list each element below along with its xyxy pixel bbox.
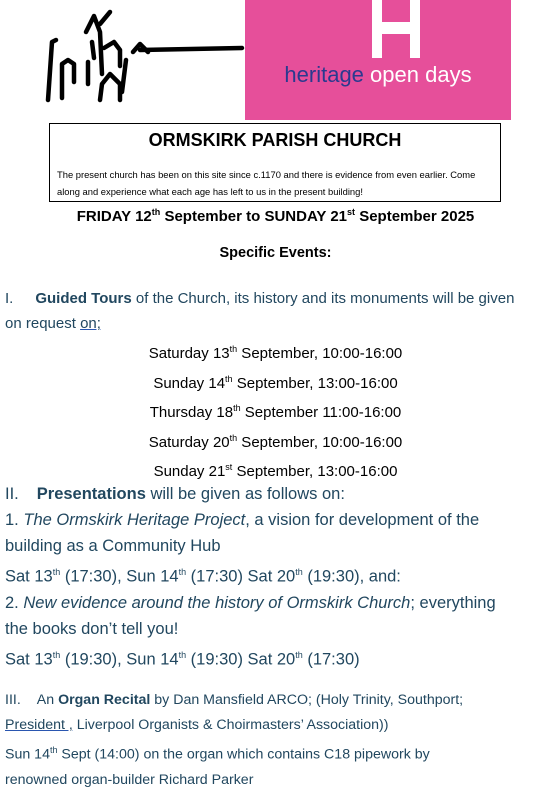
intro-text: The present church has been on this site since c.1170 and there is evidence from even earlier. Come along and experience what each age has left to us in the present building! [57, 169, 476, 197]
tour-date: Saturday 13th September, 10:00-16:00 [148, 344, 403, 362]
tours-schedule [0, 337, 551, 485]
tour-date: Sunday 14th September, 13:00-16:00 [153, 373, 398, 392]
heritage-open-days-logo [245, 0, 511, 120]
presentation-2: 2. New evidence around the history of Ormskirk Church; everything [5, 593, 496, 612]
recital-line-1: III. An Organ Recital by Dan Mansfield ARCO; (Holy Trinity, Southport; [5, 692, 464, 708]
tour-date: Thursday 18th September 11:00-16:00 [149, 403, 402, 421]
presentation-1: 1. The Ormskirk Heritage Project, a vision for development of the [5, 511, 480, 529]
page-title: ORMSKIRK PARISH CHURCH [148, 130, 402, 150]
specific-events-heading: Specific Events: [219, 245, 332, 261]
recital-line-4: renowned organ-builder Richard Parker [5, 771, 254, 788]
tours-line-1: I. Guided Tours of the Church, its history and its monuments will be given [5, 290, 515, 307]
presentation-1-times: Sat 13th (17:30), Sun 14th (17:30) Sat 20th (19:30), and: [5, 567, 401, 586]
event-dates: FRIDAY 12th September to SUNDAY 21st September 2025 [76, 207, 475, 225]
presentations-heading: Presentations [36, 485, 146, 503]
presentations-block [5, 481, 551, 672]
presentation-1-cont: building as a Community Hub [5, 537, 221, 555]
presentations-heading-line: II. Presentations will be given as follows on: [5, 485, 345, 503]
tours-line-2: on request on; [5, 315, 101, 332]
heritage-h-icon [368, 0, 424, 58]
tour-date: Sunday 21st September, 13:00-16:00 [153, 462, 398, 480]
presentation-2-times: Sat 13th (19:30), Sun 14th (19:30) Sat 20th (17:30) [5, 649, 360, 668]
recital-block [5, 688, 551, 793]
logo-word-heritage: heritage [284, 62, 364, 87]
recital-heading: Organ Recital [58, 692, 151, 708]
recital-line-2: President , Liverpool Organists & Choirmasters’ Association)) [5, 717, 389, 733]
logo-word-open-days: open days [370, 62, 472, 87]
logo-wordmark [245, 62, 511, 88]
tour-date: Saturday 20th September, 10:00-16:00 [148, 432, 403, 451]
recital-line-3: Sun 14th Sept (14:00) on the organ which contains C18 pipework by [5, 745, 430, 763]
church-sketch-logo [40, 2, 245, 112]
presentation-2-cont: the books don’t tell you! [5, 619, 179, 638]
tours-heading: Guided Tours [35, 290, 132, 307]
